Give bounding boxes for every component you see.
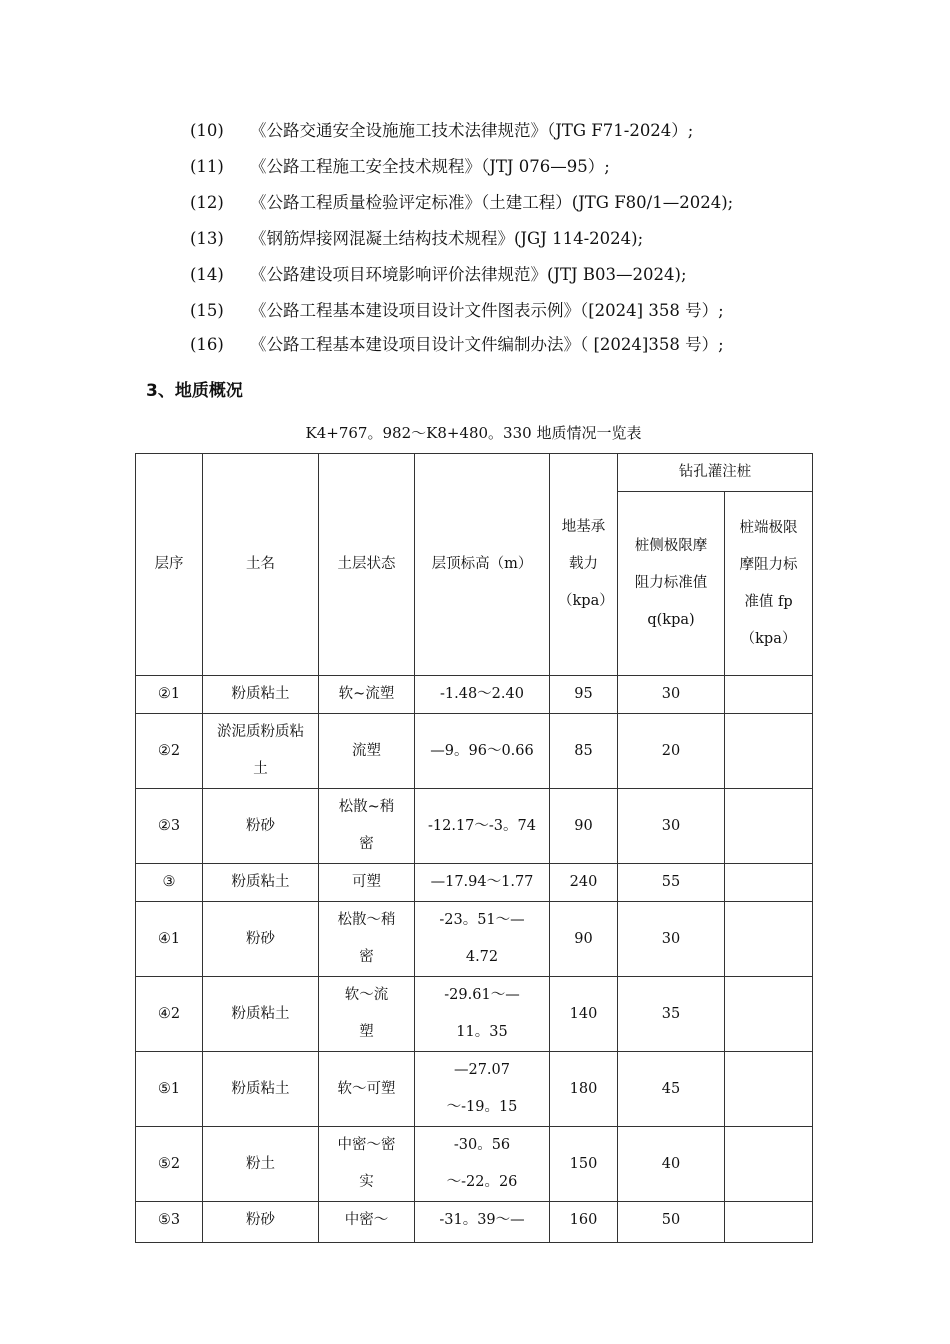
cell-side-friction: 20 [618, 714, 725, 789]
reference-item [190, 192, 733, 214]
cell-soil-name: 粉砂 [203, 1202, 319, 1243]
geology-table [135, 453, 813, 1243]
cell-bearing: 180 [550, 1052, 618, 1127]
reference-item [190, 264, 687, 286]
cell-state: 中密～密实 [319, 1127, 415, 1202]
table-row [136, 1052, 813, 1127]
header-layer: 层序 [136, 454, 203, 676]
cell-soil-name: 粉砂 [203, 902, 319, 977]
header-pile-group: 钻孔灌注桩 [618, 454, 813, 492]
cell-side-friction: 45 [618, 1052, 725, 1127]
cell-soil-name: 粉砂 [203, 789, 319, 864]
reference-number: (14) [190, 265, 224, 284]
reference-item [190, 300, 724, 322]
header-soil-name: 土名 [203, 454, 319, 676]
cell-end-resistance [725, 1202, 813, 1243]
cell-end-resistance [725, 902, 813, 977]
cell-state: 软～流塑 [319, 977, 415, 1052]
cell-state: 软～可塑 [319, 1052, 415, 1127]
cell-layer: ②1 [136, 676, 203, 714]
cell-side-friction: 50 [618, 1202, 725, 1243]
cell-end-resistance [725, 1052, 813, 1127]
cell-side-friction: 30 [618, 789, 725, 864]
cell-elevation: —27.07～-19。15 [415, 1052, 550, 1127]
cell-layer: ⑤1 [136, 1052, 203, 1127]
reference-number: (10) [190, 121, 224, 140]
cell-state: 流塑 [319, 714, 415, 789]
reference-number: (16) [190, 335, 224, 354]
cell-side-friction: 55 [618, 864, 725, 902]
table-row [136, 714, 813, 789]
reference-text: 《公路工程质量检验评定标准》（土建工程）(JTG F80/1—2024); [250, 193, 734, 212]
cell-elevation: -29.61～—11。35 [415, 977, 550, 1052]
cell-layer: ④1 [136, 902, 203, 977]
header-state: 土层状态 [319, 454, 415, 676]
cell-end-resistance [725, 714, 813, 789]
reference-text: 《公路建设项目环境影响评价法律规范》(JTJ B03—2024); [250, 265, 687, 284]
cell-bearing: 95 [550, 676, 618, 714]
cell-elevation: -1.48～2.40 [415, 676, 550, 714]
cell-layer: ③ [136, 864, 203, 902]
header-top-elevation: 层顶标高（m） [415, 454, 550, 676]
cell-bearing: 150 [550, 1127, 618, 1202]
cell-soil-name: 粉质粘土 [203, 676, 319, 714]
header-side-friction: 桩侧极限摩阻力标准值 q(kpa) [618, 492, 725, 676]
header-bearing: 地基承载力（kpa） [550, 454, 618, 676]
cell-elevation: -31。39～— [415, 1202, 550, 1243]
table-row [136, 864, 813, 902]
table-caption: K4+767。982～K8+480。330 地质情况一览表 [305, 424, 642, 442]
cell-layer: ⑤3 [136, 1202, 203, 1243]
cell-side-friction: 30 [618, 902, 725, 977]
table-row [136, 977, 813, 1052]
cell-state: 松散～稍密 [319, 902, 415, 977]
table-header-row [136, 454, 813, 492]
cell-end-resistance [725, 864, 813, 902]
table-row [136, 1202, 813, 1243]
section-title: 3、地质概况 [146, 381, 243, 401]
reference-number: (15) [190, 301, 224, 320]
cell-layer: ⑤2 [136, 1127, 203, 1202]
cell-bearing: 240 [550, 864, 618, 902]
cell-side-friction: 35 [618, 977, 725, 1052]
reference-number: (13) [190, 229, 224, 248]
cell-end-resistance [725, 1127, 813, 1202]
header-end-resistance: 桩端极限摩阻力标准值 fp（kpa） [725, 492, 813, 676]
table-row [136, 676, 813, 714]
reference-number: (11) [190, 157, 224, 176]
cell-bearing: 90 [550, 902, 618, 977]
cell-layer: ②2 [136, 714, 203, 789]
reference-number: (12) [190, 193, 224, 212]
cell-side-friction: 30 [618, 676, 725, 714]
cell-end-resistance [725, 789, 813, 864]
cell-elevation: -23。51～—4.72 [415, 902, 550, 977]
reference-item [190, 156, 610, 178]
table-row [136, 902, 813, 977]
cell-state: 松散~稍密 [319, 789, 415, 864]
table-row [136, 789, 813, 864]
cell-bearing: 140 [550, 977, 618, 1052]
reference-item [190, 120, 693, 142]
cell-bearing: 90 [550, 789, 618, 864]
cell-state: 中密～ [319, 1202, 415, 1243]
reference-item [190, 228, 643, 250]
cell-soil-name: 粉土 [203, 1127, 319, 1202]
cell-soil-name: 粉质粘土 [203, 1052, 319, 1127]
reference-text: 《公路工程基本建设项目设计文件编制办法》（ [2024]358 号）; [250, 335, 724, 354]
reference-text: 《公路工程基本建设项目设计文件图表示例》（[2024] 358 号）; [250, 301, 724, 320]
cell-elevation: -30。56～-22。26 [415, 1127, 550, 1202]
cell-layer: ④2 [136, 977, 203, 1052]
cell-state: 软~流塑 [319, 676, 415, 714]
cell-soil-name: 淤泥质粉质粘土 [203, 714, 319, 789]
reference-item [190, 334, 724, 356]
cell-bearing: 85 [550, 714, 618, 789]
reference-text: 《公路工程施工安全技术规程》（JTJ 076—95）; [250, 157, 610, 176]
cell-end-resistance [725, 676, 813, 714]
cell-state: 可塑 [319, 864, 415, 902]
reference-text: 《公路交通安全设施施工技术法律规范》（JTG F71-2024）; [250, 121, 694, 140]
cell-elevation: —17.94～1.77 [415, 864, 550, 902]
cell-soil-name: 粉质粘土 [203, 864, 319, 902]
cell-elevation: -12.17～-3。74 [415, 789, 550, 864]
cell-soil-name: 粉质粘土 [203, 977, 319, 1052]
cell-side-friction: 40 [618, 1127, 725, 1202]
cell-elevation: —9。96～0.66 [415, 714, 550, 789]
reference-text: 《钢筋焊接网混凝土结构技术规程》(JGJ 114-2024); [250, 229, 644, 248]
cell-end-resistance [725, 977, 813, 1052]
cell-layer: ②3 [136, 789, 203, 864]
table-row [136, 1127, 813, 1202]
cell-bearing: 160 [550, 1202, 618, 1243]
